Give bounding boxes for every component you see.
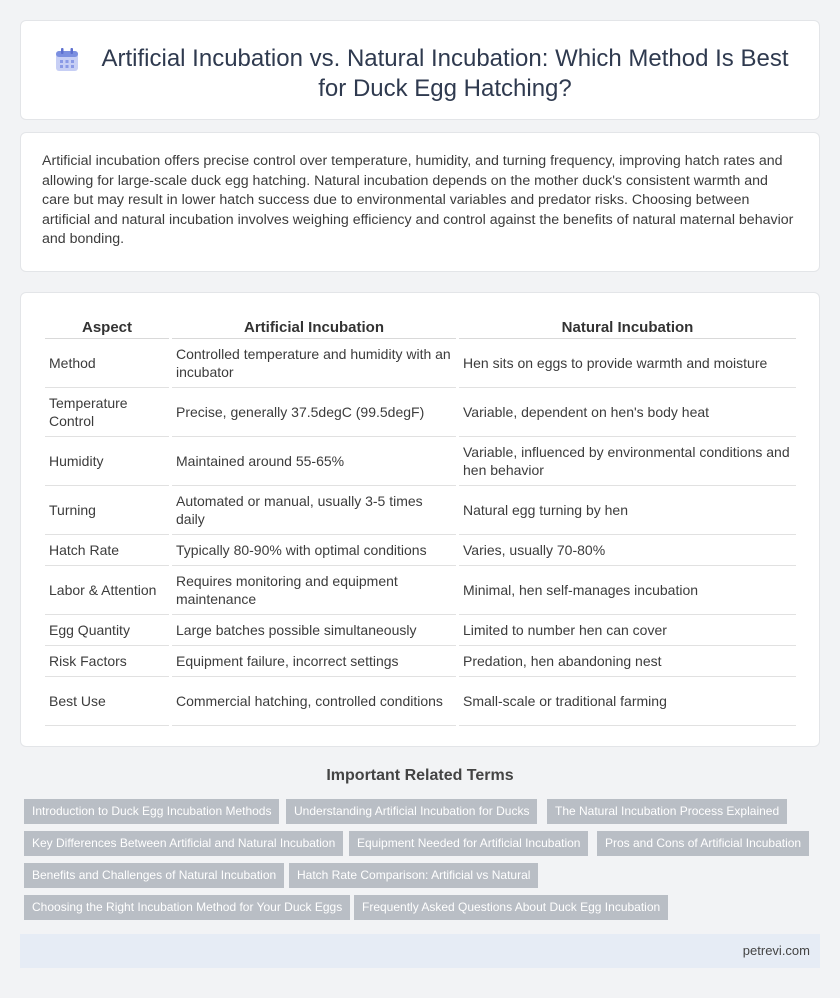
table-cell-aspect: Method [45, 339, 169, 388]
table-row [45, 677, 796, 726]
page-title: Artificial Incubation vs. Natural Incubation: Which Method Is Best for Duck Egg Hatching? [101, 45, 789, 102]
column-header-aspect: Aspect [45, 313, 169, 339]
comparison-table [42, 313, 799, 726]
table-cell-natural: Variable, influenced by environmental conditions and hen behavior [459, 437, 796, 486]
table-cell-artificial: Precise, generally 37.5degC (99.5degF) [172, 388, 456, 437]
intro-card [20, 132, 820, 272]
intro-paragraph: Artificial incubation offers precise control over temperature, humidity, and turning frequency, improving hatch rates and allowing for large-scale duck egg hatching. Natural incubation depends on the mother duck's consistent warmth and care but may result in lower hatch success due to environmental variables and predator risks. Choosing between artificial and natural incubation involves weighing efficiency and control against the benefits of natural maternal behavior and bonding. [42, 153, 794, 247]
table-cell-natural: Minimal, hen self-manages incubation [459, 566, 796, 615]
table-cell-aspect: Temperature Control [45, 388, 169, 437]
related-term-tag[interactable]: Frequently Asked Questions About Duck Egg Incubation [354, 895, 668, 920]
related-term-tag[interactable]: Pros and Cons of Artificial Incubation [597, 831, 809, 856]
table-cell-aspect: Best Use [45, 677, 169, 726]
table-cell-aspect: Humidity [45, 437, 169, 486]
column-header-natural: Natural Incubation [459, 313, 796, 339]
related-term-tag[interactable]: Benefits and Challenges of Natural Incubation [24, 863, 284, 888]
title-card [20, 20, 820, 120]
table-row [45, 615, 796, 646]
table-row [45, 535, 796, 566]
table-cell-artificial: Large batches possible simultaneously [172, 615, 456, 646]
table-cell-artificial: Typically 80-90% with optimal conditions [172, 535, 456, 566]
table-cell-aspect: Risk Factors [45, 646, 169, 677]
related-term-tag[interactable]: Introduction to Duck Egg Incubation Methods [24, 799, 279, 824]
table-cell-natural: Variable, dependent on hen's body heat [459, 388, 796, 437]
table-header-row [45, 313, 796, 339]
table-row [45, 388, 796, 437]
table-cell-artificial: Maintained around 55-65% [172, 437, 456, 486]
footer-site-name: petrevi.com [742, 943, 810, 958]
calendar-icon [54, 47, 80, 73]
related-term-tag[interactable]: Understanding Artificial Incubation for Ducks [286, 799, 537, 824]
related-term-tag[interactable]: Choosing the Right Incubation Method for Your Duck Eggs [24, 895, 350, 920]
related-term-tag[interactable]: Key Differences Between Artificial and Natural Incubation [24, 831, 343, 856]
table-cell-aspect: Egg Quantity [45, 615, 169, 646]
column-header-artificial: Artificial Incubation [172, 313, 456, 339]
table-cell-natural: Limited to number hen can cover [459, 615, 796, 646]
table-cell-artificial: Requires monitoring and equipment maintenance [172, 566, 456, 615]
table-cell-natural: Small-scale or traditional farming [459, 677, 796, 726]
footer-bar [20, 934, 820, 968]
related-term-tag[interactable]: The Natural Incubation Process Explained [547, 799, 787, 824]
table-row [45, 486, 796, 535]
table-cell-natural: Natural egg turning by hen [459, 486, 796, 535]
table-cell-aspect: Hatch Rate [45, 535, 169, 566]
related-term-tag[interactable]: Hatch Rate Comparison: Artificial vs Natural [289, 863, 538, 888]
table-cell-natural: Varies, usually 70-80% [459, 535, 796, 566]
table-cell-natural: Predation, hen abandoning nest [459, 646, 796, 677]
table-cell-aspect: Turning [45, 486, 169, 535]
table-cell-aspect: Labor & Attention [45, 566, 169, 615]
table-cell-artificial: Equipment failure, incorrect settings [172, 646, 456, 677]
table-row [45, 566, 796, 615]
table-cell-artificial: Commercial hatching, controlled conditions [172, 677, 456, 726]
table-cell-artificial: Automated or manual, usually 3-5 times daily [172, 486, 456, 535]
comparison-table-card [20, 292, 820, 747]
table-cell-artificial: Controlled temperature and humidity with an incubator [172, 339, 456, 388]
table-row [45, 339, 796, 388]
related-terms-heading: Important Related Terms [326, 767, 514, 784]
table-cell-natural: Hen sits on eggs to provide warmth and moisture [459, 339, 796, 388]
table-row [45, 437, 796, 486]
table-row [45, 646, 796, 677]
related-term-tag[interactable]: Equipment Needed for Artificial Incubation [349, 831, 588, 856]
